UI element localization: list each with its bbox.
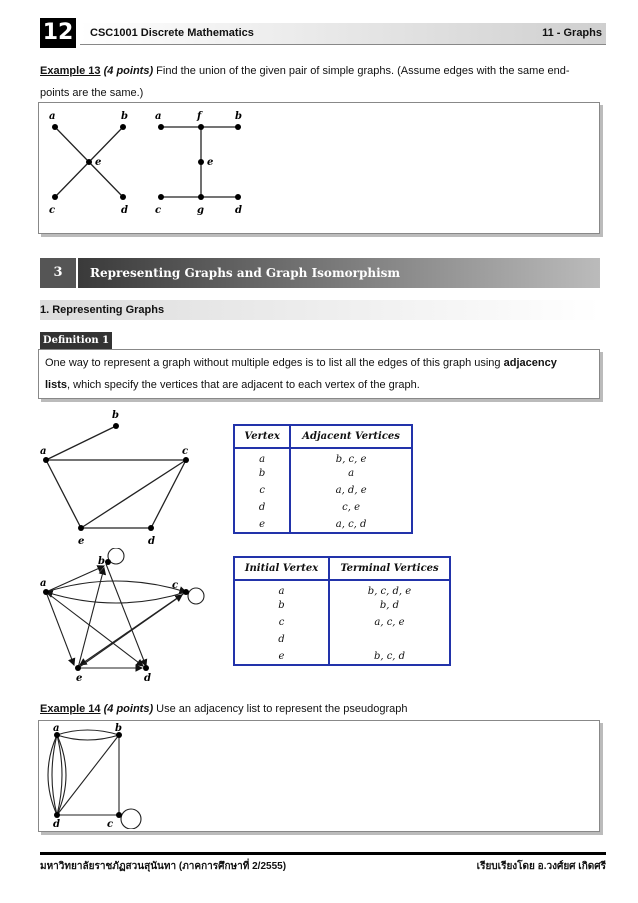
example13-text — [40, 60, 602, 104]
dg-vertex-d: d — [144, 673, 151, 683]
g2-vertex-g: g — [197, 205, 204, 216]
g2-vertex-a: a — [155, 111, 162, 122]
pseudograph — [43, 723, 183, 829]
footer-university: มหาวิทยาลัยราชภัฏสวนสุนันทา (ภาคการศึกษาที่ 2/2555) — [40, 861, 287, 872]
definition-text-2: , which specify the vertices that are adjacent to each vertex of the graph. — [67, 379, 420, 391]
g2-vertex-d: d — [235, 205, 242, 216]
table-row: d — [234, 631, 450, 648]
col-adjacent-vertices: Adjacent Vertices — [290, 425, 412, 448]
section-number: 3 — [40, 258, 76, 288]
ug-vertex-e: e — [78, 536, 85, 547]
table-row: a b, c, d, e — [234, 580, 450, 597]
dg-vertex-b: b — [98, 556, 105, 567]
dg-vertex-c: c — [172, 580, 179, 591]
g1-vertex-b: b — [121, 111, 128, 122]
ug-vertex-d: d — [148, 536, 155, 547]
g2-vertex-e: e — [207, 157, 214, 168]
pg-vertex-c: c — [107, 819, 114, 829]
pg-vertex-d: d — [53, 819, 60, 829]
ug-vertex-c: c — [182, 446, 189, 457]
footer-author: เรียบเรียงโดย อ.วงศ์ยศ เกิดศรี — [476, 861, 606, 872]
g2-vertex-c: c — [155, 205, 162, 216]
dg-vertex-a: a — [40, 578, 47, 589]
table-row: d c, e — [234, 499, 412, 516]
ug-vertex-b: b — [112, 410, 119, 421]
adjacency-table-undirected — [233, 424, 413, 534]
col-terminal-vertices: Terminal Vertices — [329, 557, 450, 580]
col-initial-vertex: Initial Vertex — [234, 557, 329, 580]
definition-box — [38, 349, 600, 399]
dg-vertex-e: e — [76, 673, 83, 683]
pg-vertex-a: a — [53, 723, 60, 734]
page-footer — [40, 852, 606, 874]
definition-label: Definition 1 — [40, 332, 112, 349]
g2-vertex-b: b — [235, 111, 242, 122]
adjacency-table-directed — [233, 556, 451, 666]
undirected-graph — [36, 408, 206, 548]
col-vertex: Vertex — [234, 425, 290, 448]
pg-vertex-b: b — [115, 723, 122, 734]
definition-text-1: One way to represent a graph without multiple edges is to list all the edges of this graph using — [45, 357, 504, 369]
section-title: Representing Graphs and Graph Isomorphism — [78, 258, 600, 288]
chapter-title: 11 - Graphs — [542, 27, 602, 39]
g2-vertex-f: f — [197, 111, 202, 122]
example13-line1: Find the union of the given pair of simple graphs. (Assume edges with the same end- — [156, 65, 570, 77]
example14-label: Example 14 — [40, 703, 101, 715]
table-row: b a — [234, 465, 412, 482]
table-row: c a, c, e — [234, 614, 450, 631]
header-bar — [80, 23, 606, 45]
example13-points: (4 points) — [103, 65, 154, 77]
g1-vertex-a: a — [49, 111, 56, 122]
g1-vertex-e: e — [95, 157, 102, 168]
example14-text — [40, 698, 602, 720]
example13-answer-box[interactable] — [38, 102, 600, 234]
table-row: b b, d — [234, 597, 450, 614]
g1-vertex-c: c — [49, 205, 56, 216]
definition-term-2: lists — [45, 379, 68, 391]
page-header — [40, 18, 606, 48]
subsection-title: 1. Representing Graphs — [40, 300, 600, 320]
example14-points: (4 points) — [103, 703, 154, 715]
example13-label: Example 13 — [40, 65, 101, 77]
table-row: a b, c, e — [234, 448, 412, 465]
example14-question: Use an adjacency list to represent the pseudograph — [156, 703, 408, 715]
ug-vertex-a: a — [40, 446, 47, 457]
example13-graphs — [43, 109, 283, 229]
example13-line2: points are the same.) — [40, 87, 144, 99]
directed-graph — [36, 548, 216, 683]
g1-vertex-d: d — [121, 205, 128, 216]
section-header — [40, 258, 600, 288]
page-number: 12 — [40, 18, 76, 48]
example14-answer-box[interactable] — [38, 720, 600, 832]
course-title: CSC1001 Discrete Mathematics — [90, 27, 254, 39]
table-row: c a, d, e — [234, 482, 412, 499]
table-row: e a, c, d — [234, 516, 412, 533]
definition-term-1: adjacency — [503, 357, 557, 369]
table-row: e b, c, d — [234, 648, 450, 665]
